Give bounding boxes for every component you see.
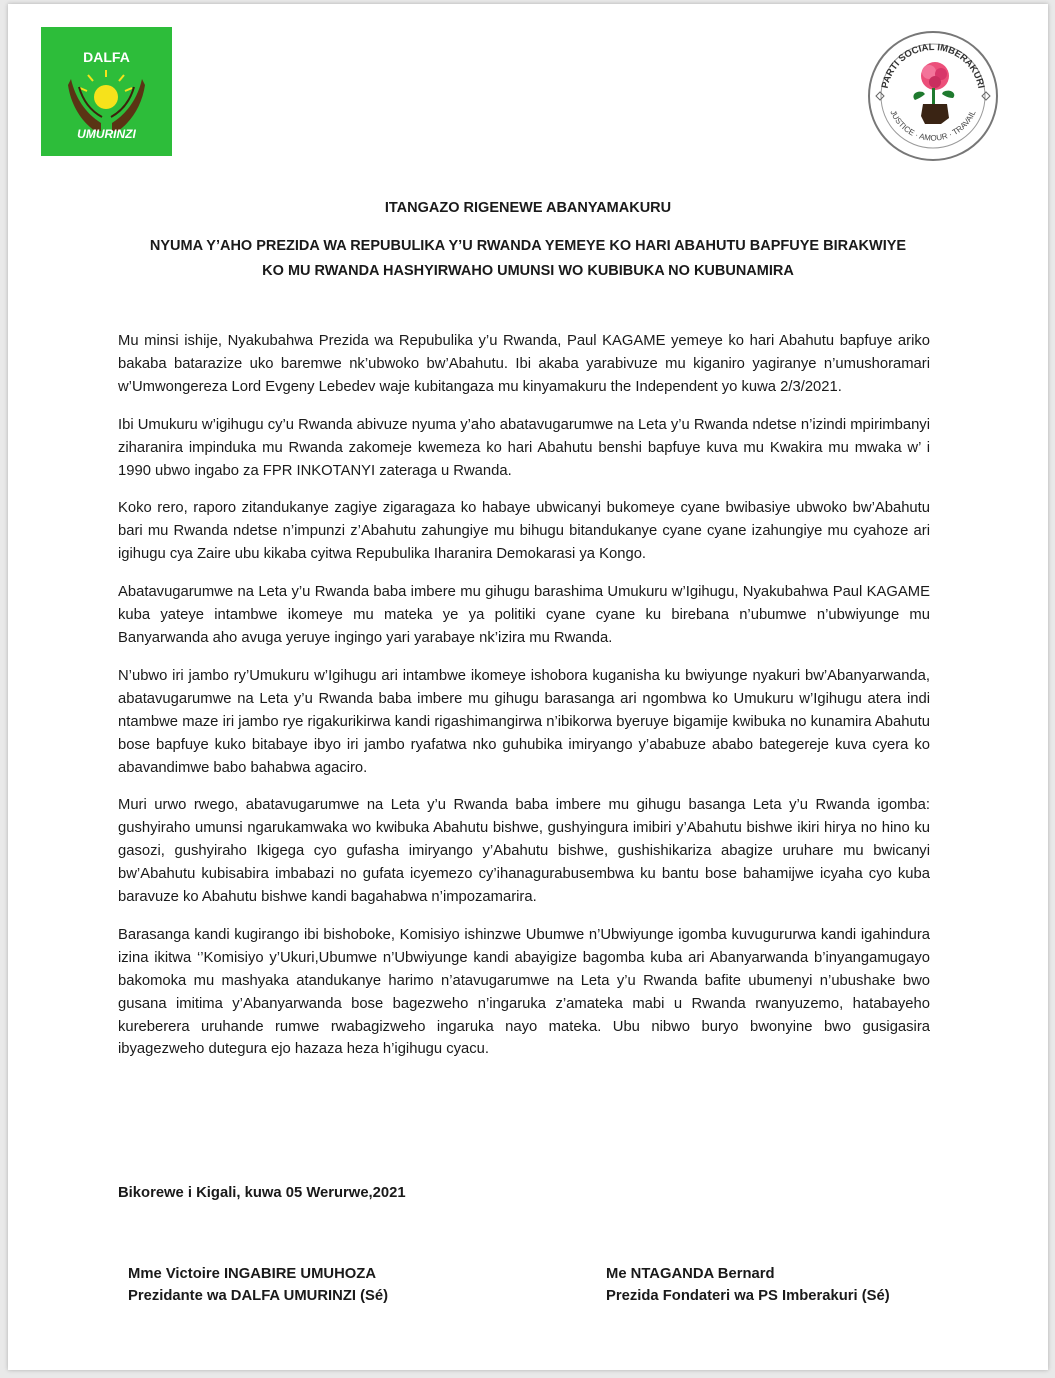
paragraph-3: Koko rero, raporo zitandukanye zagiye zigaragaza ko habaye ubwicanyi bukomeye cyane bwibasiye ubwoko bw’Abahutu bari mu Rwanda ndetse n’impunzi z’Abahutu zahungiye mu bihugu bitandukanye cyane cyane izahungiye mu cyahoze ari igihugu cya Zaire ubu kikaba cyitwa Repubulika Iharanira Demokarasi ya Kongo. xyxy=(118,500,930,563)
dalfa-logo-name: DALFA xyxy=(83,49,130,65)
date-line: Bikorewe i Kigali, kuwa 05 Werurwe,2021 xyxy=(118,1185,406,1201)
paragraph-7: Barasanga kandi kugirango ibi bishoboke, Komisiyo ishinzwe Ubumwe n’Ubwiyunge igomba kuvugururwa kandi igahindura izina ikitwa ‘’Komisiyo y’Ukuri,Ubumwe n’Ubwiyunge kandi abayigize bagomba kuba ari Abanyarwanda b’inyangamugayo bakomoka mu mashyaka atandukanye harimo n’atavugarumwe na Leta y’u Rwanda bafite ubumenyi n’ubushake bwo gusana imitima y’Abanyarwanda bose bagezweho n’ingaruka z’amateka mabi u Rwanda rwanyuzemo, hatabayeho kureberera uruhande rumwe rwabagizweho ingaruka nayo mateka. Ubu nibwo buryo bwonyine bwo gusigasira ibyagezweho dutegura ejo hazaza heza h’igihugu cyacu. xyxy=(118,926,930,1058)
document-subtitle xyxy=(8,234,1048,284)
ps-imberakuri-seal xyxy=(865,28,1001,164)
document-subtitle-line-2: KO MU RWANDA HASHYIRWAHO UMUNSI WO KUBIBUKA NO KUBUNAMIRA xyxy=(262,263,794,279)
paragraph-4: Abatavugarumwe na Leta y’u Rwanda baba imbere mu gihugu barashima Umukuru w’Igihugu, Nyakubahwa Paul KAGAME kuba yateye intambwe ikomeye mu mateka ye ya politiki cyane cyane ku birebana n’ubumwe n’ubwiyunge mu Banyarwanda aho avuga yeruye ingingo yari yarabaye nk’izira mu Rwanda. xyxy=(118,584,930,646)
paragraph-2: Ibi Umukuru w’igihugu cy’u Rwanda abivuze nyuma y’aho abatavugarumwe na Leta y’u Rwanda ndetse n’izindi mpirimbanyi ziharanira impinduka mu Rwanda zakomeje kwemeza ko hari Abahutu benshi bapfuye kuva mu Kwakira mu mwaka w’ i 1990 ubwo ingabo za FPR INKOTANYI zateraga u Rwanda. xyxy=(118,416,930,479)
signatory-left-title: Prezidante wa DALFA UMURINZI (Sé) xyxy=(128,1288,389,1304)
signatory-right-title: Prezida Fondateri wa PS Imberakuri (Sé) xyxy=(606,1288,890,1304)
document-title: ITANGAZO RIGENEWE ABANYAMAKURU xyxy=(384,200,672,216)
document-page xyxy=(8,4,1048,1370)
document-body xyxy=(118,330,930,1076)
dalfa-umurinzi-logo xyxy=(41,27,172,156)
paragraph-5: N’ubwo iri jambo ry’Umukuru w’Igihugu ari intambwe ikomeye ishobora kuganisha ku bwiyunge nyakuri bw’Abanyarwanda, abatavugarumwe na Leta y’u Rwanda baba imbere mu gihugu barasanga ari ngombwa ko Umukuru w’Igihugu atera indi ntambwe maze iri jambo rye rigakurikirwa kandi rigashimangirwa n’ibikorwa byeruye bigamije kwibuka no kunamira Abahutu bose bapfuye kuko bitabaye ibyo iri jambo ryafatwa nko guhubika imiryango y’ababuze ababo bategereje kuva cyera ko abavandimwe babo bahabwa agaciro. xyxy=(118,667,930,776)
seal-party-name: PARTI SOCIAL IMBERAKURI xyxy=(879,41,987,90)
signatory-right-name: Me NTAGANDA Bernard xyxy=(606,1266,775,1282)
signature-right xyxy=(606,1263,890,1307)
rose-fist-icon xyxy=(865,28,1001,164)
signature-left xyxy=(128,1263,388,1307)
seal-motto: JUSTICE · AMOUR · TRAVAIL xyxy=(888,108,978,143)
paragraph-1: Mu minsi ishije, Nyakubahwa Prezida wa Repubulika y’u Rwanda, Paul KAGAME yemeye ko hari Abahutu bapfuye ariko bakaba batarazize uko baremwe nk’ubwoko bw’Abahutu. Ibi akaba yarabivuze mu kiganiro yagiranye n’umushoramari w’Umwongereza Lord Evgeny Lebedev waje kubitangaza mu kinyamakuru the Independent yo kuwa 2/3/2021. xyxy=(118,333,930,395)
document-subtitle-line-1: NYUMA Y’AHO PREZIDA WA REPUBULIKA Y’U RWANDA YEMEYE KO HARI ABAHUTU BAPFUYE BIRAKWIYE xyxy=(149,238,907,254)
dalfa-logo-subtitle: UMURINZI xyxy=(77,127,136,141)
paragraph-6: Muri urwo rwego, abatavugarumwe na Leta y’u Rwanda baba imbere mu gihugu basanga Leta y’u Rwanda igomba: gushyiraho umunsi ngarukamwaka wo kwibuka Abahutu bishwe, gushyingura imibiri y’Abahutu bishwe ikiri hirya no hino ku gasozi, gushyiraho Ikigega cyo gufasha imiryango y’Abahutu bishwe, gushishikariza abagize uruhare mu bwicanyi bw’Abahutu kubisabira imbabazi no gufata icyemezo cy’ihanagurabusembwa ku bantu bose bahamijwe icyaha cyo kuba baravuze ko Abahutu bishwe kandi bagahabwa n’impozamarira. xyxy=(118,797,930,906)
signatory-left-name: Mme Victoire INGABIRE UMUHOZA xyxy=(128,1266,377,1282)
